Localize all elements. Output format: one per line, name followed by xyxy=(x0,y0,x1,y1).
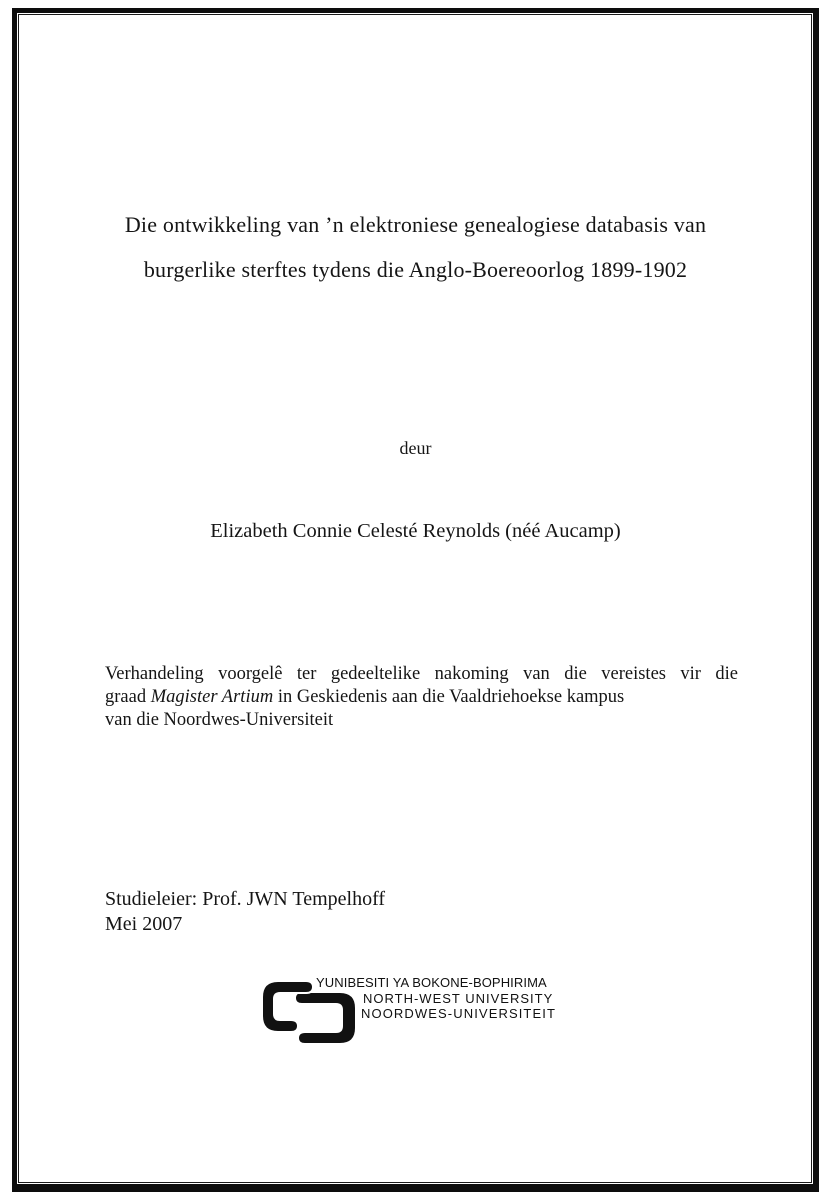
degree-statement-line-2 xyxy=(105,686,738,709)
degree-statement-line-2-prefix: graad xyxy=(105,687,151,707)
logo-wordmark-afrikaans: NOORDWES-UNIVERSITEIT xyxy=(361,1006,556,1021)
logo-wordmark-setswana: YUNIBESITI YA BOKONE-BOPHIRIMA xyxy=(316,975,547,990)
degree-statement-line-1: Verhandeling voorgelê ter gedeeltelike nakoming van die vereistes vir die xyxy=(105,664,738,684)
degree-statement-line-3: van die Noordwes-Universiteit xyxy=(105,710,334,730)
degree-statement xyxy=(105,663,738,732)
thesis-title-line-1: Die ontwikkeling van ’n elektroniese genealogiese databasis van xyxy=(124,212,707,237)
author-name: Elizabeth Connie Celesté Reynolds (néé Aucamp) xyxy=(210,520,621,542)
university-logo xyxy=(256,971,586,1053)
byline-label: deur xyxy=(399,438,432,458)
degree-statement-line-2-suffix: in Geskiedenis aan die Vaaldriehoekse kampus xyxy=(273,687,625,707)
date-line: Mei 2007 xyxy=(105,913,183,935)
logo-wordmark-english: NORTH-WEST UNIVERSITY xyxy=(363,991,554,1006)
thesis-title-line-2: burgerlike sterftes tydens die Anglo-Boereoorlog 1899-1902 xyxy=(143,257,688,282)
degree-name-italic: Magister Artium xyxy=(150,687,274,707)
supervisor-line: Studieleier: Prof. JWN Tempelhoff xyxy=(105,888,386,910)
